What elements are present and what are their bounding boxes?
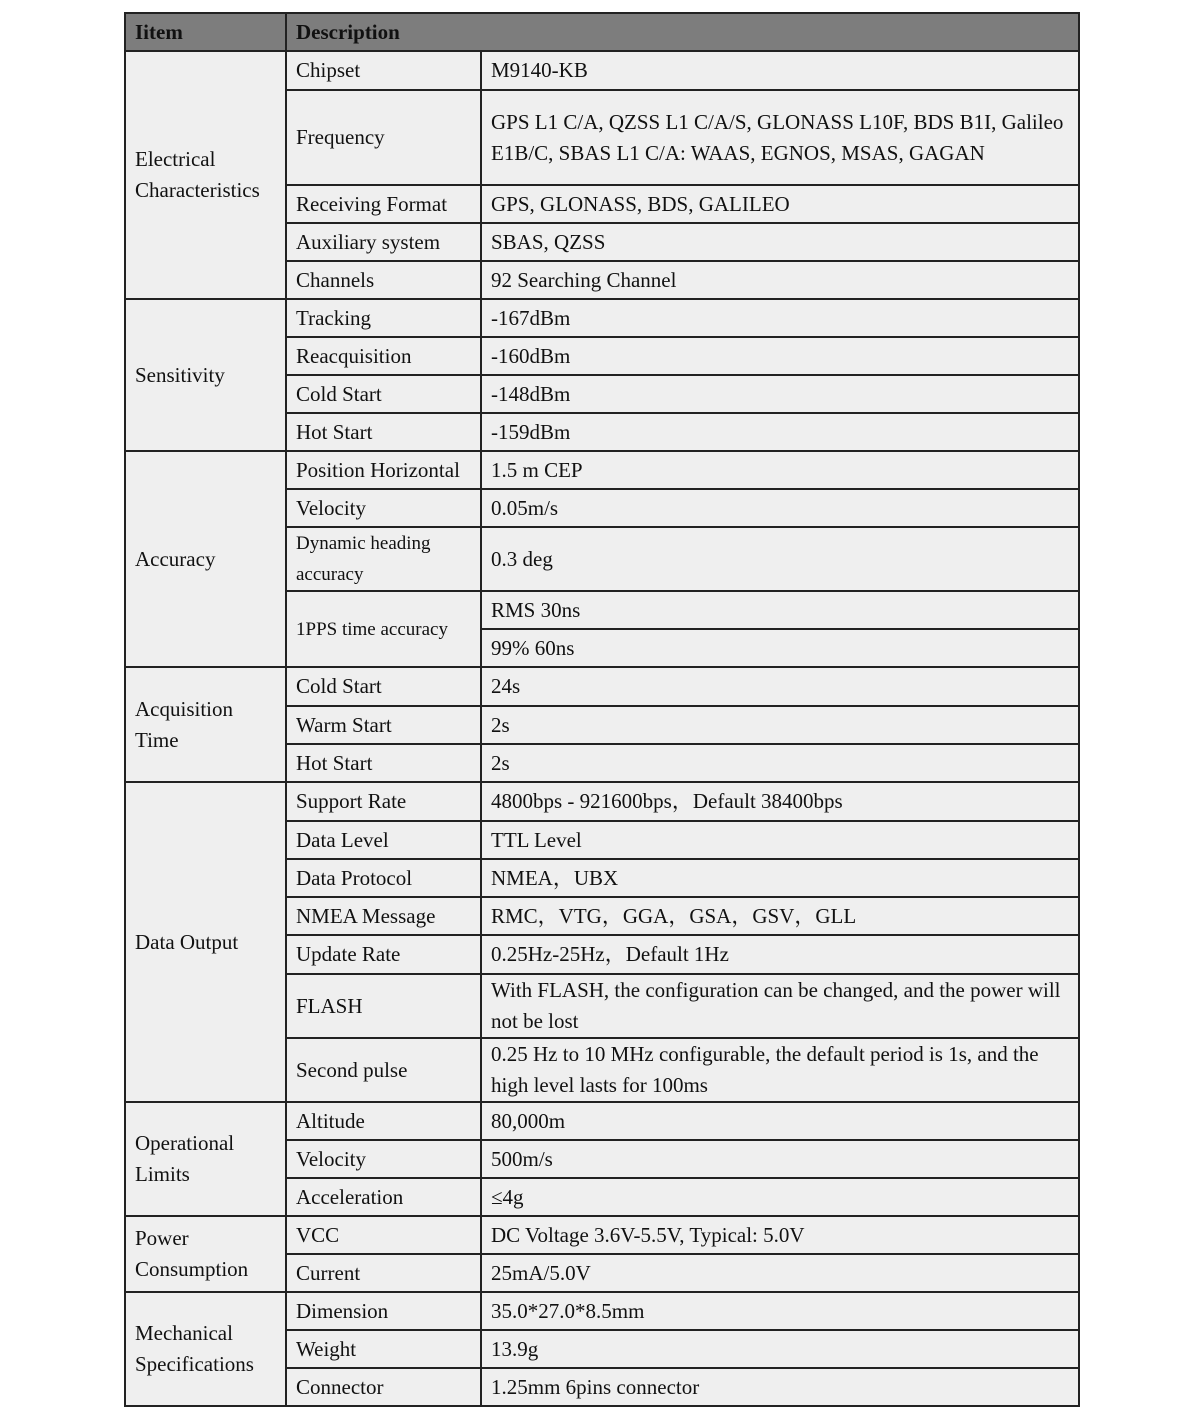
label-cell: Update Rate: [286, 935, 481, 974]
label-cell: Hot Start: [286, 413, 481, 451]
value-cell: RMC，VTG，GGA，GSA，GSV，GLL: [481, 897, 1079, 935]
value-cell: -167dBm: [481, 299, 1079, 337]
value-cell: 0.25 Hz to 10 MHz configurable, the default period is 1s, and the high level lasts for 100ms: [481, 1038, 1079, 1102]
value-cell: 0.05m/s: [481, 489, 1079, 527]
category-cell: Mechanical Specifications: [125, 1292, 286, 1406]
value-cell: 99% 60ns: [481, 629, 1079, 667]
table-row: [125, 451, 1079, 489]
table-row: [125, 1102, 1079, 1140]
value-cell: 1.5 m CEP: [481, 451, 1079, 489]
value-cell: DC Voltage 3.6V-5.5V, Typical: 5.0V: [481, 1216, 1079, 1254]
value-cell: M9140-KB: [481, 51, 1079, 90]
label-cell: Hot Start: [286, 744, 481, 782]
spec-table: [124, 12, 1080, 1407]
label-cell: Connector: [286, 1368, 481, 1406]
value-cell: 25mA/5.0V: [481, 1254, 1079, 1292]
category-cell: Operational Limits: [125, 1102, 286, 1216]
label-cell: Second pulse: [286, 1038, 481, 1102]
value-cell: -159dBm: [481, 413, 1079, 451]
value-cell: 4800bps - 921600bps，Default 38400bps: [481, 782, 1079, 821]
label-cell: NMEA Message: [286, 897, 481, 935]
value-cell: 13.9g: [481, 1330, 1079, 1368]
value-cell: 24s: [481, 667, 1079, 706]
label-cell: Receiving Format: [286, 185, 481, 223]
label-cell: Position Horizontal: [286, 451, 481, 489]
category-cell: Acquisition Time: [125, 667, 286, 782]
table-row: [125, 1216, 1079, 1254]
category-cell: Electrical Characteristics: [125, 51, 286, 299]
value-cell: GPS L1 C/A, QZSS L1 C/A/S, GLONASS L10F, BDS B1I, Galileo E1B/C, SBAS L1 C/A: WAAS, EGNOS, MSAS, GAGAN: [481, 90, 1079, 185]
value-cell: -160dBm: [481, 337, 1079, 375]
header-row: [125, 13, 1079, 51]
value-cell: -148dBm: [481, 375, 1079, 413]
label-cell: Weight: [286, 1330, 481, 1368]
header-description: Description: [286, 13, 1079, 51]
value-cell: SBAS, QZSS: [481, 223, 1079, 261]
label-cell: Tracking: [286, 299, 481, 337]
value-cell: ≤4g: [481, 1178, 1079, 1216]
label-cell: Cold Start: [286, 375, 481, 413]
table-row: [125, 1292, 1079, 1330]
value-cell: 2s: [481, 706, 1079, 744]
category-cell: Data Output: [125, 782, 286, 1102]
label-cell: 1PPS time accuracy: [286, 591, 481, 667]
label-cell: Cold Start: [286, 667, 481, 706]
label-cell: Velocity: [286, 489, 481, 527]
value-cell: 80,000m: [481, 1102, 1079, 1140]
label-cell: VCC: [286, 1216, 481, 1254]
table-row: [125, 51, 1079, 90]
label-cell: Support Rate: [286, 782, 481, 821]
label-cell: Dynamic heading accuracy: [286, 527, 481, 591]
category-cell: Power Consumption: [125, 1216, 286, 1292]
value-cell: 0.3 deg: [481, 527, 1079, 591]
value-cell: 35.0*27.0*8.5mm: [481, 1292, 1079, 1330]
label-cell: FLASH: [286, 974, 481, 1038]
label-cell: Altitude: [286, 1102, 481, 1140]
value-cell: 500m/s: [481, 1140, 1079, 1178]
value-cell: 0.25Hz-25Hz，Default 1Hz: [481, 935, 1079, 974]
label-cell: Reacquisition: [286, 337, 481, 375]
label-cell: Dimension: [286, 1292, 481, 1330]
value-cell: NMEA，UBX: [481, 859, 1079, 897]
label-cell: Frequency: [286, 90, 481, 185]
value-cell: GPS, GLONASS, BDS, GALILEO: [481, 185, 1079, 223]
label-cell: Data Level: [286, 821, 481, 859]
value-cell: With FLASH, the configuration can be changed, and the power will not be lost: [481, 974, 1079, 1038]
table-row: [125, 667, 1079, 706]
value-cell: RMS 30ns: [481, 591, 1079, 629]
value-cell: TTL Level: [481, 821, 1079, 859]
label-cell: Warm Start: [286, 706, 481, 744]
label-cell: Velocity: [286, 1140, 481, 1178]
label-cell: Channels: [286, 261, 481, 299]
label-cell: Acceleration: [286, 1178, 481, 1216]
label-cell: Current: [286, 1254, 481, 1292]
table-row: [125, 299, 1079, 337]
value-cell: 92 Searching Channel: [481, 261, 1079, 299]
category-cell: Sensitivity: [125, 299, 286, 451]
value-cell: 2s: [481, 744, 1079, 782]
label-cell: Auxiliary system: [286, 223, 481, 261]
table-row: [125, 782, 1079, 821]
value-cell: 1.25mm 6pins connector: [481, 1368, 1079, 1406]
label-cell: Chipset: [286, 51, 481, 90]
label-cell: Data Protocol: [286, 859, 481, 897]
header-item: Iitem: [125, 13, 286, 51]
category-cell: Accuracy: [125, 451, 286, 667]
